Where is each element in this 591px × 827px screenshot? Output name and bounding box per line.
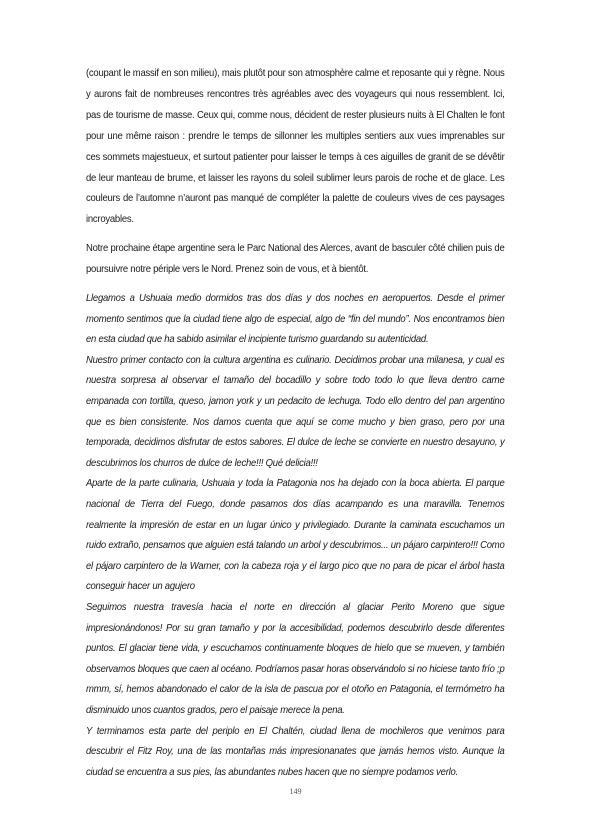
french-paragraph-2: Notre prochaine étape argentine sera le Parc National des Alerces, avant de basculer côté chilien puis de poursuivre notre périple vers le Nord. Prenez soin de vous, et à bientôt. xyxy=(86,243,505,276)
spanish-paragraph-2: Nuestro primer contacto con la cultura argentina es culinario. Decidimos probar una milanesa, y cual es nuestra sorpresa al observar el tamaño del bocadillo y sobre todo todo lo que lleva dentro carne empanada con tortilla, queso, jamon york y un pedacito de lechuga. Todo ello dentro del pan argentino que es bien consistente. Nos damos cuenta que aquí se come mucho y bien graso, pero por una temporada, decidimos disfrutar de estos sabores. El dulce de leche se convierte en nuestro desayuno, y descubrimos los churros de dulce de leche!!! Qué delicia!!! xyxy=(86,354,505,469)
spanish-paragraph-1: Llegamos a Ushuaia medio dormidos tras dos días y dos noches en aeropuertos. Desde el primer momento sentimos que la ciudad tiene algo de especial, algo de “fin del mundo”. Nos encontramos bien en esta ciudad que ha sabido asimilar el incipiente turismo guardando su autenticidad. xyxy=(86,293,505,346)
paragraph-spacer xyxy=(86,231,504,239)
french-paragraph-1: (coupant le massif en son milieu), mais plutôt pour son atmosphère calme et reposante qui y règne. Nous y aurons fait de nombreuses rencontres très agréables avec des voyageurs qui nous ressemblent. Ici, pas de tourisme de masse. Ceux qui, comme nous, décident de rester plusieurs nuits à El Chalten le font pour une même raison : prendre le temps de sillonner les multiples sentiers aux vues imprenables sur ces sommets majestueux, et surtout patienter pour laisser le temps à ces aiguilles de granit de se dévêtir de leur manteau de brume, et laisser les rayons du soleil sublimer leurs parois de roche et de glace. Les couleurs de l’automne n’auront pas manqué de compléter la palette de couleurs vives de ces paysages incroyables. xyxy=(86,68,505,226)
spanish-paragraph-3: Aparte de la parte culinaria, Ushuaia y toda la Patagonia nos ha dejado con la boca abierta. El parque nacional de Tierra del Fuego, donde pasamos dos días acampando es una maravilla. Tenemos realmente la impresión de estar en un lugar único y privilegiado. Durante la caminata escuchamos un ruido extraño, pensamos que alguien está talando un arbol y descubrimos... un pájaro carpintero!!! Como el pájaro carpintero de la Warner, con la cabeza roja y el largo pico que no para de picar el árbol hasta conseguir hacer un agujero xyxy=(86,478,505,593)
spanish-paragraph-5: Y terminamos esta parte del periplo en El Chaltén, ciudad llena de mochileros que venimos para descubrir el Fitz Roy, una de las montañas más impresionanates que jamás hemos visto. Aunque la ciudad se encuentra a sus pies, las abundantes nubes hacen que no siempre podamos verlo. xyxy=(86,725,505,778)
paragraph-spacer xyxy=(86,281,504,289)
spanish-section xyxy=(86,289,504,783)
page-number: 149 xyxy=(289,787,302,796)
spanish-paragraph-4: Seguimos nuestra travesía hacia el norte en dirección al glaciar Perito Moreno que sigue impresionándonos! Por su gran tamaño y por la accesibilidad, podemos descubrirlo desde diferentes puntos. El glaciar tiene vida, y escuchamos continuamente bloques de hielo que se mueven, y también observamos bloques que caen al océano. Podríamos pasar horas observándolo si no hiciese tanto frío ;p mmm, sí, hemos abandonado el calor de la isla de pascua por el otoño en Patagonia, el termómetro ha disminuido unos cuantos grados, pero el paisaje merece la pena. xyxy=(86,601,505,716)
page-body xyxy=(86,64,504,783)
